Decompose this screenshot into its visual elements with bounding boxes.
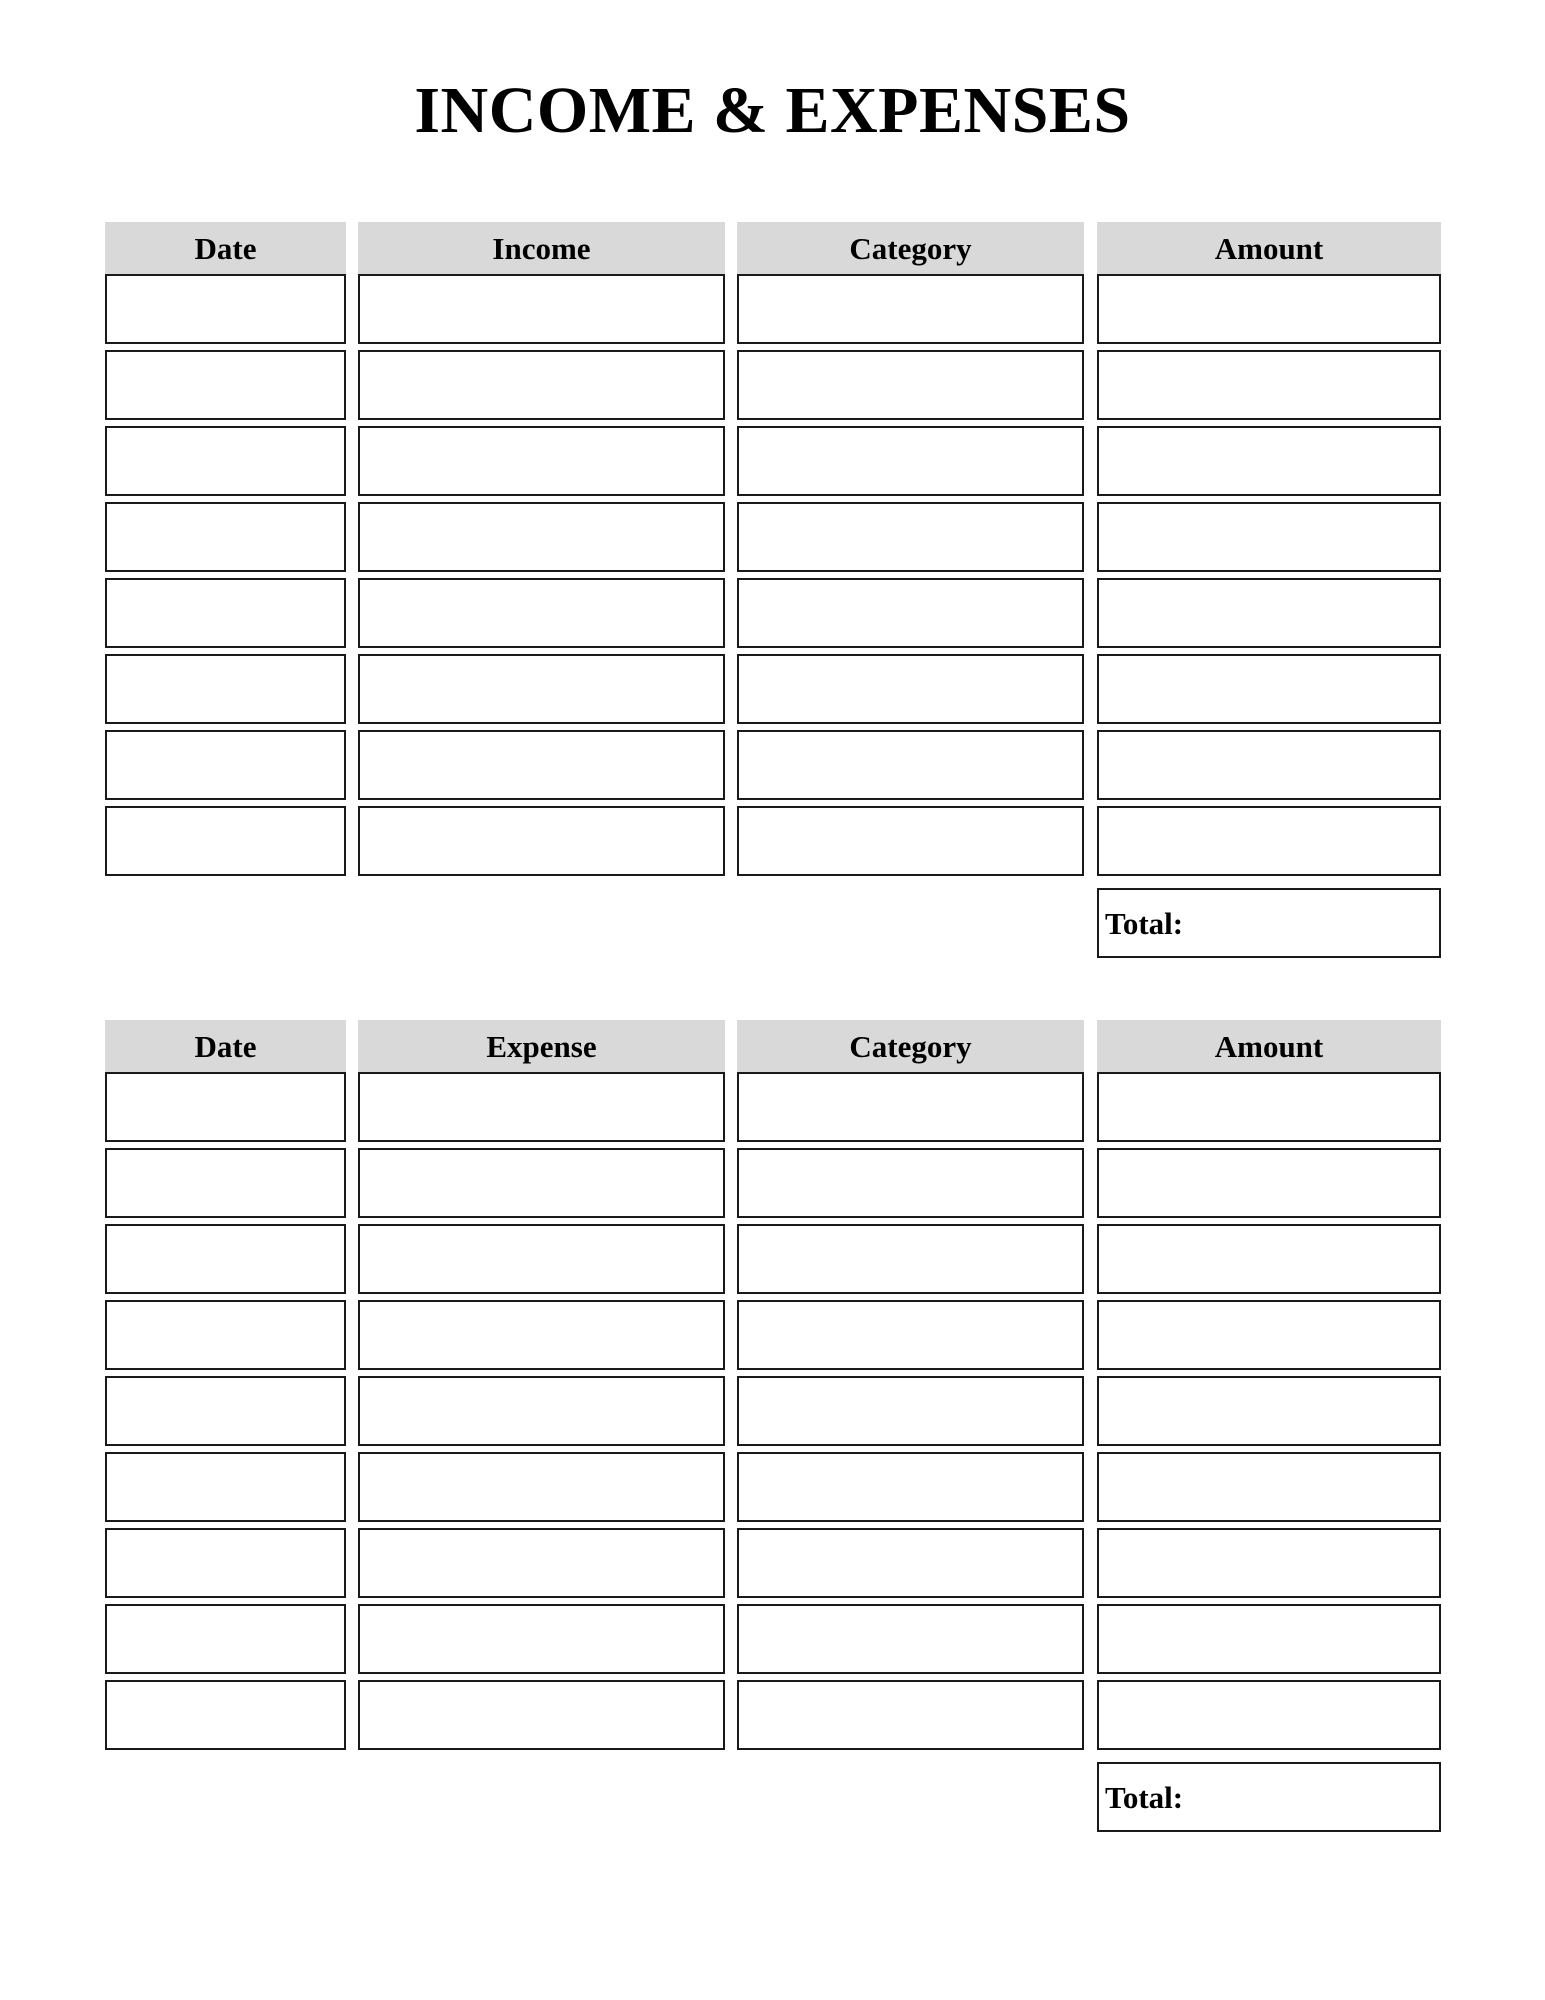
expense-table-cell-amount[interactable]	[1097, 1072, 1441, 1142]
expense-table-cell-category[interactable]	[737, 1300, 1084, 1370]
table-row	[0, 426, 1545, 502]
income-table-cell-category[interactable]	[737, 350, 1084, 420]
income-table-cell-date[interactable]	[105, 654, 346, 724]
table-row	[0, 1452, 1545, 1528]
expense-table-total-cell[interactable]	[1097, 1762, 1441, 1832]
table-row	[0, 1148, 1545, 1224]
expense-table-cell-category[interactable]	[737, 1376, 1084, 1446]
income-table-header-amount: Amount	[1097, 222, 1441, 274]
table-row	[0, 1300, 1545, 1376]
income-table-cell-date[interactable]	[105, 730, 346, 800]
expense-table-cell-amount[interactable]	[1097, 1452, 1441, 1522]
income-table-cell-amount[interactable]	[1097, 806, 1441, 876]
expense-table-cell-amount[interactable]	[1097, 1224, 1441, 1294]
page-title: INCOME & EXPENSES	[414, 74, 1131, 147]
expense-table-cell-category[interactable]	[737, 1224, 1084, 1294]
income-table-cell-date[interactable]	[105, 502, 346, 572]
expense-table-header-date: Date	[105, 1020, 346, 1072]
table-row	[0, 1224, 1545, 1300]
expense-table-cell-category[interactable]	[737, 1604, 1084, 1674]
income-table-header-category: Category	[737, 222, 1084, 274]
expense-table-cell-expense[interactable]	[358, 1224, 725, 1294]
expense-table-cell-expense[interactable]	[358, 1452, 725, 1522]
income-table-cell-income[interactable]	[358, 350, 725, 420]
income-table-cell-category[interactable]	[737, 806, 1084, 876]
table-row	[0, 654, 1545, 730]
expense-table-cell-category[interactable]	[737, 1452, 1084, 1522]
expense-table-cell-expense[interactable]	[358, 1072, 725, 1142]
expense-table-cell-category[interactable]	[737, 1072, 1084, 1142]
income-table-cell-amount[interactable]	[1097, 502, 1441, 572]
expense-table-cell-category[interactable]	[737, 1148, 1084, 1218]
table-row	[0, 502, 1545, 578]
expense-table-cell-date[interactable]	[105, 1604, 346, 1674]
expense-table-header-amount: Amount	[1097, 1020, 1441, 1072]
expense-table-header-category: Category	[737, 1020, 1084, 1072]
expense-table-cell-expense[interactable]	[358, 1376, 725, 1446]
table-row	[0, 1680, 1545, 1756]
income-table-cell-category[interactable]	[737, 426, 1084, 496]
expense-table-cell-expense[interactable]	[358, 1300, 725, 1370]
income-table-cell-category[interactable]	[737, 578, 1084, 648]
expense-table-cell-amount[interactable]	[1097, 1604, 1441, 1674]
table-row	[0, 578, 1545, 654]
expense-table-cell-amount[interactable]	[1097, 1148, 1441, 1218]
income-table-total-row	[0, 888, 1545, 964]
income-table-total-cell[interactable]	[1097, 888, 1441, 958]
expense-table-cell-expense[interactable]	[358, 1148, 725, 1218]
income-table-cell-amount[interactable]	[1097, 274, 1441, 344]
income-table-cell-date[interactable]	[105, 350, 346, 420]
expense-table-cell-date[interactable]	[105, 1376, 346, 1446]
income-table-cell-category[interactable]	[737, 654, 1084, 724]
table-row	[0, 1376, 1545, 1452]
expense-table-cell-date[interactable]	[105, 1300, 346, 1370]
income-table-cell-amount[interactable]	[1097, 350, 1441, 420]
income-table-cell-date[interactable]	[105, 806, 346, 876]
income-table-cell-income[interactable]	[358, 654, 725, 724]
expense-table-cell-category[interactable]	[737, 1528, 1084, 1598]
income-table-cell-amount[interactable]	[1097, 730, 1441, 800]
income-table-cell-amount[interactable]	[1097, 654, 1441, 724]
expense-table-cell-expense[interactable]	[358, 1528, 725, 1598]
income-table-cell-income[interactable]	[358, 730, 725, 800]
expense-table-cell-date[interactable]	[105, 1680, 346, 1750]
income-table-cell-amount[interactable]	[1097, 578, 1441, 648]
income-table-cell-income[interactable]	[358, 426, 725, 496]
income-table-cell-income[interactable]	[358, 578, 725, 648]
income-table-cell-date[interactable]	[105, 578, 346, 648]
expense-table-cell-amount[interactable]	[1097, 1300, 1441, 1370]
expense-table-cell-date[interactable]	[105, 1224, 346, 1294]
expense-table-total-row	[0, 1762, 1545, 1838]
income-table-cell-amount[interactable]	[1097, 426, 1441, 496]
income-table-cell-date[interactable]	[105, 274, 346, 344]
table-row	[0, 730, 1545, 806]
income-table-header-row	[0, 222, 1545, 274]
expense-table-cell-amount[interactable]	[1097, 1528, 1441, 1598]
table-row	[0, 274, 1545, 350]
expense-table-header-row	[0, 1020, 1545, 1072]
table-row	[0, 1072, 1545, 1148]
income-table-cell-category[interactable]	[737, 274, 1084, 344]
table-row	[0, 350, 1545, 426]
income-table-header-income: Income	[358, 222, 725, 274]
expense-table-total-label: Total:	[1105, 1779, 1184, 1815]
income-table-header-date: Date	[105, 222, 346, 274]
expense-table-cell-expense[interactable]	[358, 1604, 725, 1674]
income-table-cell-category[interactable]	[737, 730, 1084, 800]
income-table-cell-income[interactable]	[358, 502, 725, 572]
expense-table-cell-date[interactable]	[105, 1072, 346, 1142]
table-row	[0, 1528, 1545, 1604]
table-row	[0, 806, 1545, 882]
expense-table-cell-date[interactable]	[105, 1452, 346, 1522]
expense-table-header-expense: Expense	[358, 1020, 725, 1072]
income-table-cell-category[interactable]	[737, 502, 1084, 572]
income-table-total-label: Total:	[1105, 905, 1184, 941]
expense-table-cell-category[interactable]	[737, 1680, 1084, 1750]
table-row	[0, 1604, 1545, 1680]
expense-table-cell-amount[interactable]	[1097, 1680, 1441, 1750]
expense-table-cell-date[interactable]	[105, 1148, 346, 1218]
expense-table-cell-amount[interactable]	[1097, 1376, 1441, 1446]
income-table-cell-income[interactable]	[358, 806, 725, 876]
income-table-cell-date[interactable]	[105, 426, 346, 496]
income-table-cell-income[interactable]	[358, 274, 725, 344]
expense-table-cell-date[interactable]	[105, 1528, 346, 1598]
expense-table-cell-expense[interactable]	[358, 1680, 725, 1750]
